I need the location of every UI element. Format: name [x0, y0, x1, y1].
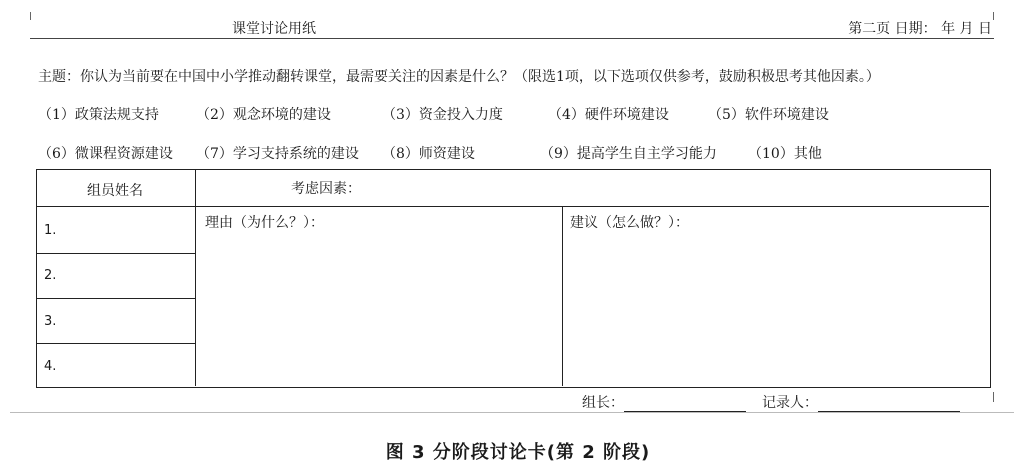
recorder-label: 记录人： — [762, 395, 818, 411]
option-item: （3）资金投入力度 — [382, 107, 503, 123]
option-item: （6）微课程资源建设 — [38, 146, 173, 162]
members-header: 组员姓名 — [87, 183, 143, 199]
reason-label: 理由（为什么？）： — [205, 215, 324, 231]
footer-divider — [10, 412, 1014, 413]
member-row-number: 1. — [44, 223, 57, 238]
leader-label: 组长： — [582, 395, 624, 411]
page-date-field: 第二页 日期： 年 月 日 — [848, 21, 992, 37]
member-row-number: 3. — [44, 314, 57, 329]
recorder-blank — [818, 397, 960, 412]
members-column-divider — [195, 170, 196, 386]
recorder-signature — [762, 392, 960, 412]
leader-blank — [624, 397, 746, 412]
option-item: （1）政策法规支持 — [38, 107, 159, 123]
reason-suggestion-divider — [562, 206, 563, 386]
option-item: （2）观念环境的建设 — [196, 107, 331, 123]
option-item: （10）其他 — [748, 146, 822, 162]
option-item: （7）学习支持系统的建设 — [196, 146, 359, 162]
sheet-title: 课堂讨论用纸 — [232, 21, 316, 37]
suggestion-label: 建议（怎么做？）： — [570, 215, 689, 231]
member-row-number: 2. — [44, 268, 57, 283]
footer-tick — [993, 392, 994, 402]
member-row-divider — [37, 253, 195, 254]
figure-caption: 图 3 分阶段讨论卡(第 2 阶段) — [385, 442, 651, 463]
discussion-table — [36, 169, 991, 388]
header-row-divider — [37, 206, 989, 207]
member-row-divider — [37, 343, 195, 344]
member-row-divider — [37, 298, 195, 299]
option-item: （5）软件环境建设 — [708, 107, 829, 123]
option-item: （4）硬件环境建设 — [548, 107, 669, 123]
header-tick-right — [993, 12, 994, 20]
topic-text: 主题：你认为当前要在中国中小学推动翻转课堂，最需要关注的因素是什么？（限选1项，以下选项仅供参考，鼓励积极思考其他因素。） — [38, 69, 880, 85]
header-divider — [30, 38, 994, 39]
option-item: （9）提高学生自主学习能力 — [540, 146, 717, 162]
leader-signature — [582, 392, 746, 412]
member-row-number: 4. — [44, 359, 57, 374]
header-tick-left — [30, 12, 31, 20]
factor-label: 考虑因素： — [291, 181, 361, 197]
option-item: （8）师资建设 — [382, 146, 475, 162]
